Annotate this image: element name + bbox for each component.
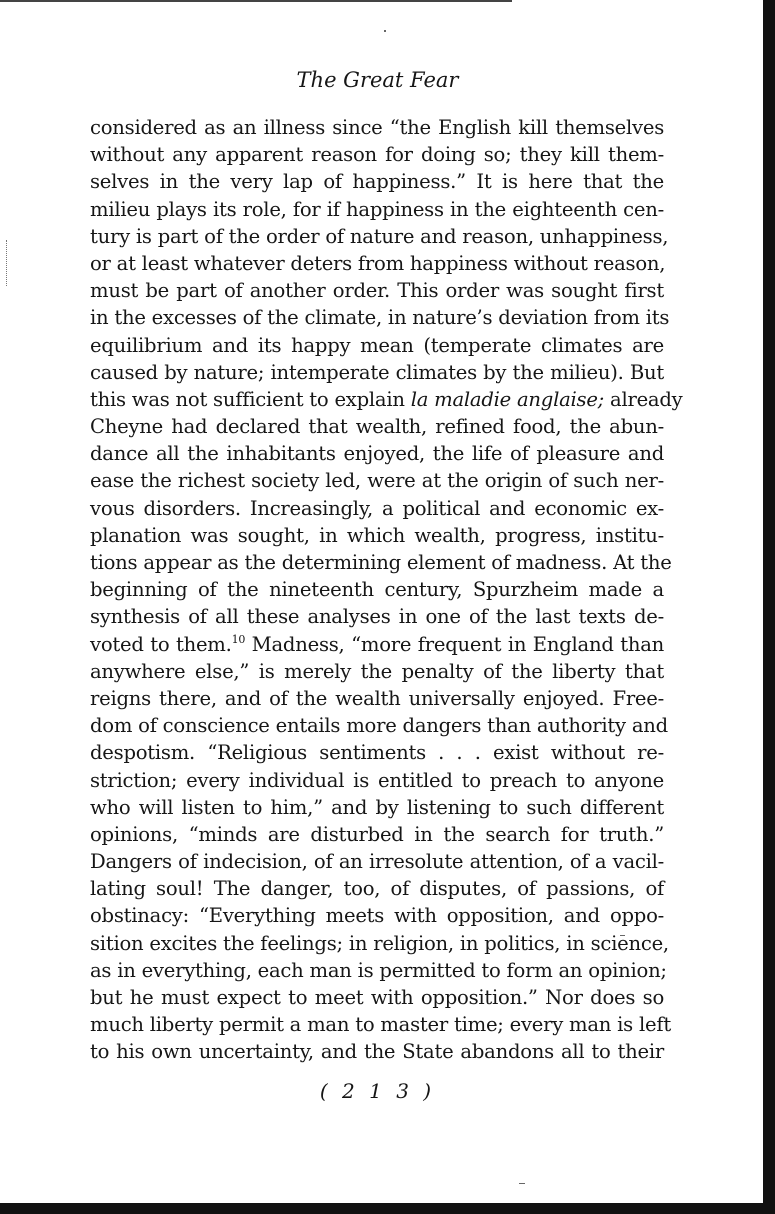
scan-margin-marks: [6, 240, 8, 286]
text-line: or at least whatever deters from happiness without reason,: [90, 251, 666, 275]
text-line: selves in the very lap of happiness.” It is here that the: [90, 170, 664, 194]
text-line: dom of conscience entails more dangers than authority and: [90, 714, 668, 738]
text-line: reigns there, and of the wealth universally enjoyed. Free-: [90, 686, 664, 710]
text-segment: Madness, “more frequent in England than: [245, 632, 664, 656]
text-line: beginning of the nineteenth century, Spurzheim made a: [90, 578, 664, 602]
text-line: considered as an illness since “the English kill themselves: [90, 116, 664, 139]
text-line: obstinacy: “Everything meets with opposition, and oppo-: [90, 904, 664, 928]
text-line: equilibrium and its happy mean (temperate climates are: [90, 333, 664, 357]
text-line: tury is part of the order of nature and reason, unhappiness,: [90, 224, 669, 248]
scan-speck: [519, 1183, 525, 1184]
body-text: [90, 114, 683, 1066]
text-segment: voted to them.: [90, 632, 232, 656]
page-number: ( 2 1 3 ): [319, 1079, 436, 1103]
text-line: synthesis of all these analyses in one of the last texts de-: [90, 605, 664, 629]
text-line: planation was sought, in which wealth, progress, institu-: [90, 523, 664, 547]
text-line: must be part of another order. This order was sought first: [90, 279, 664, 303]
text-line: [90, 386, 683, 413]
scan-right-edge: [763, 0, 775, 1214]
text-line: Dangers of indecision, of an irresolute attention, of a vacil-: [90, 850, 664, 874]
text-line: as in everything, each man is permitted to form an opinion;: [90, 958, 667, 982]
text-line: milieu plays its role, for if happiness in the eighteenth cen-: [90, 197, 664, 221]
text-line: dance all the inhabitants enjoyed, the life of pleasure and: [90, 442, 664, 466]
text-line: striction; every individual is entitled to preach to anyone: [90, 768, 664, 792]
text-line: to his own uncertainty, and the State abandons all to their: [90, 1040, 664, 1064]
running-head: The Great Fear: [296, 68, 459, 92]
text-line: ease the richest society led, were at the origin of such ner-: [90, 469, 664, 493]
scan-bottom-edge: [0, 1203, 775, 1214]
text-line: opinions, “minds are disturbed in the search for truth.”: [90, 822, 664, 846]
text-line: who will listen to him,” and by listening to such different: [90, 795, 664, 819]
text-line: despotism. “Religious sentiments . . . exist without re-: [90, 741, 664, 765]
text-line: much liberty permit a man to master time; every man is left: [90, 1013, 671, 1037]
text-line: in the excesses of the climate, in nature’s deviation from its: [90, 306, 670, 330]
text-segment: this was not sufficient to explain: [90, 387, 411, 411]
text-line: anywhere else,” is merely the penalty of the liberty that: [90, 659, 664, 683]
italic-phrase: la maladie anglaise;: [410, 387, 605, 411]
text-line: [90, 631, 664, 658]
text-line: sition excites the feelings; in religion, in politics, in science,: [90, 931, 669, 955]
footnote-marker: 10: [231, 632, 246, 646]
scan-top-rule: [0, 0, 512, 2]
scan-speck: [384, 30, 386, 32]
text-line: without any apparent reason for doing so; they kill them-: [90, 143, 664, 167]
text-line: Cheyne had declared that wealth, refined food, the abun-: [90, 415, 664, 439]
text-line: caused by nature; intemperate climates by the milieu). But: [90, 360, 664, 384]
text-line: vous disorders. Increasingly, a political and economic ex-: [90, 496, 664, 520]
text-line: lating soul! The danger, too, of disputes, of passions, of: [90, 877, 664, 901]
text-line: tions appear as the determining element of madness. At the: [90, 551, 672, 574]
text-line: but he must expect to meet with opposition.” Nor does so: [90, 986, 664, 1009]
text-segment: already: [604, 387, 683, 411]
